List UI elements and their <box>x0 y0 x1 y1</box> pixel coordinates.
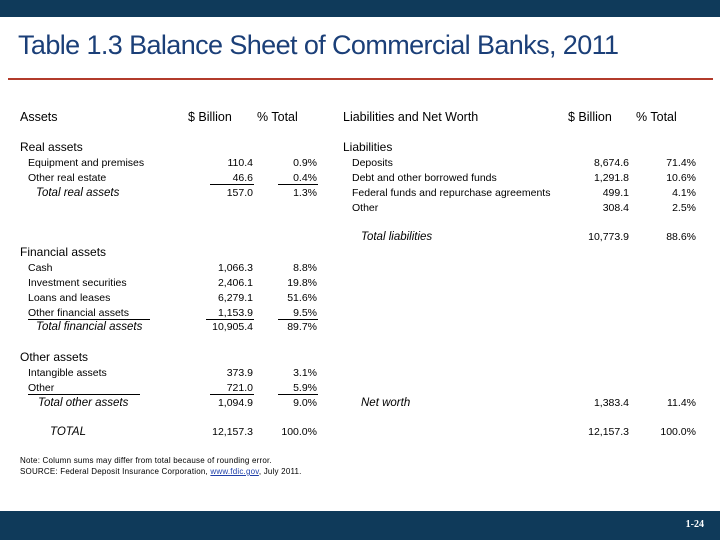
row-billion: 6,279.1 <box>217 292 253 304</box>
sum-underline <box>278 319 318 320</box>
row-pct: 10.6% <box>666 172 696 184</box>
row-label: Investment securities <box>28 277 127 289</box>
row-billion: 721.0 <box>226 382 253 394</box>
row-pct: 8.8% <box>293 262 317 274</box>
row-label: Other <box>28 382 55 394</box>
sum-underline <box>278 394 318 395</box>
row-label: Debt and other borrowed funds <box>352 172 497 184</box>
header-billion-right: $ Billion <box>568 110 612 124</box>
total-label: Total financial assets <box>36 321 143 333</box>
header-billion-left: $ Billion <box>188 110 232 124</box>
top-bar <box>0 0 720 17</box>
section-other-assets: Other assets <box>20 350 89 364</box>
net-worth-billion: 1,383.4 <box>593 397 629 409</box>
row-pct: 9.5% <box>293 307 317 319</box>
source-link[interactable]: www.fdic.gov <box>210 467 259 476</box>
row-pct: 4.1% <box>672 187 696 199</box>
row-billion: 499.1 <box>602 187 629 199</box>
row-pct: 0.4% <box>293 172 317 184</box>
row-billion: 2,406.1 <box>217 277 253 289</box>
sum-underline <box>278 184 318 185</box>
total-pct: 1.3% <box>293 187 317 199</box>
total-billion: 157.0 <box>226 187 253 199</box>
row-pct: 2.5% <box>672 202 696 214</box>
sum-underline <box>28 394 140 395</box>
header-total-right: % Total <box>636 110 677 124</box>
assets-grand-total-label: TOTAL <box>50 426 86 438</box>
slide-title: Table 1.3 Balance Sheet of Commercial Banks, 2011 <box>18 30 619 60</box>
source-suffix: , July 2011. <box>258 467 302 476</box>
sum-underline <box>28 319 150 320</box>
row-pct: 5.9% <box>293 382 317 394</box>
footnote: Note: Column sums may differ from total because of rounding error. <box>20 456 272 465</box>
total-pct: 89.7% <box>287 321 317 333</box>
assets-grand-total-pct: 100.0% <box>281 426 317 438</box>
header-liabilities: Liabilities and Net Worth <box>343 110 479 124</box>
row-pct: 3.1% <box>293 367 317 379</box>
net-worth-pct: 11.4% <box>667 397 696 409</box>
row-label: Equipment and premises <box>28 157 145 169</box>
source-note <box>20 467 302 476</box>
row-label: Cash <box>28 262 53 274</box>
bottom-bar <box>0 511 720 540</box>
row-pct: 71.4% <box>666 157 696 169</box>
total-label: Total liabilities <box>361 231 433 243</box>
liabilities-grand-total-pct: 100.0% <box>660 426 696 438</box>
row-billion: 373.9 <box>226 367 253 379</box>
row-label: Other <box>352 202 379 214</box>
row-label: Loans and leases <box>28 292 111 304</box>
section-liabilities: Liabilities <box>343 140 393 154</box>
total-billion: 1,094.9 <box>217 397 253 409</box>
row-billion: 8,674.6 <box>593 157 629 169</box>
row-billion: 110.4 <box>227 157 253 169</box>
net-worth-label: Net worth <box>361 397 411 409</box>
row-label: Intangible assets <box>28 367 107 379</box>
assets-grand-total-billion: 12,157.3 <box>212 426 253 438</box>
header-total-left: % Total <box>257 110 298 124</box>
liabilities-grand-total-billion: 12,157.3 <box>588 426 629 438</box>
row-label: Federal funds and repurchase agreements <box>352 187 551 199</box>
row-billion: 1,066.3 <box>217 262 253 274</box>
row-billion: 308.4 <box>602 202 629 214</box>
row-pct: 19.8% <box>287 277 317 289</box>
total-billion: 10,773.9 <box>588 231 629 243</box>
section-real-assets: Real assets <box>20 140 83 154</box>
header-assets: Assets <box>20 110 58 124</box>
total-pct: 9.0% <box>293 397 317 409</box>
sum-underline <box>210 394 254 395</box>
total-billion: 10,905.4 <box>212 321 253 333</box>
row-billion: 1,153.9 <box>217 307 253 319</box>
row-label: Other real estate <box>28 172 107 184</box>
source-prefix: SOURCE: Federal Deposit Insurance Corporation, <box>20 467 211 476</box>
total-label: Total real assets <box>36 187 120 199</box>
row-billion: 1,291.8 <box>593 172 629 184</box>
row-label: Deposits <box>352 157 393 169</box>
row-pct: 0.9% <box>293 157 317 169</box>
total-pct: 88.6% <box>666 231 696 243</box>
sum-underline <box>210 184 254 185</box>
row-pct: 51.6% <box>287 292 317 304</box>
sum-underline <box>206 319 254 320</box>
row-label: Other financial assets <box>28 307 129 319</box>
total-label: Total other assets <box>38 397 129 409</box>
section-financial-assets: Financial assets <box>20 245 107 259</box>
page-number: 1-24 <box>685 519 704 530</box>
title-rule <box>8 78 713 80</box>
row-billion: 46.6 <box>232 172 253 184</box>
